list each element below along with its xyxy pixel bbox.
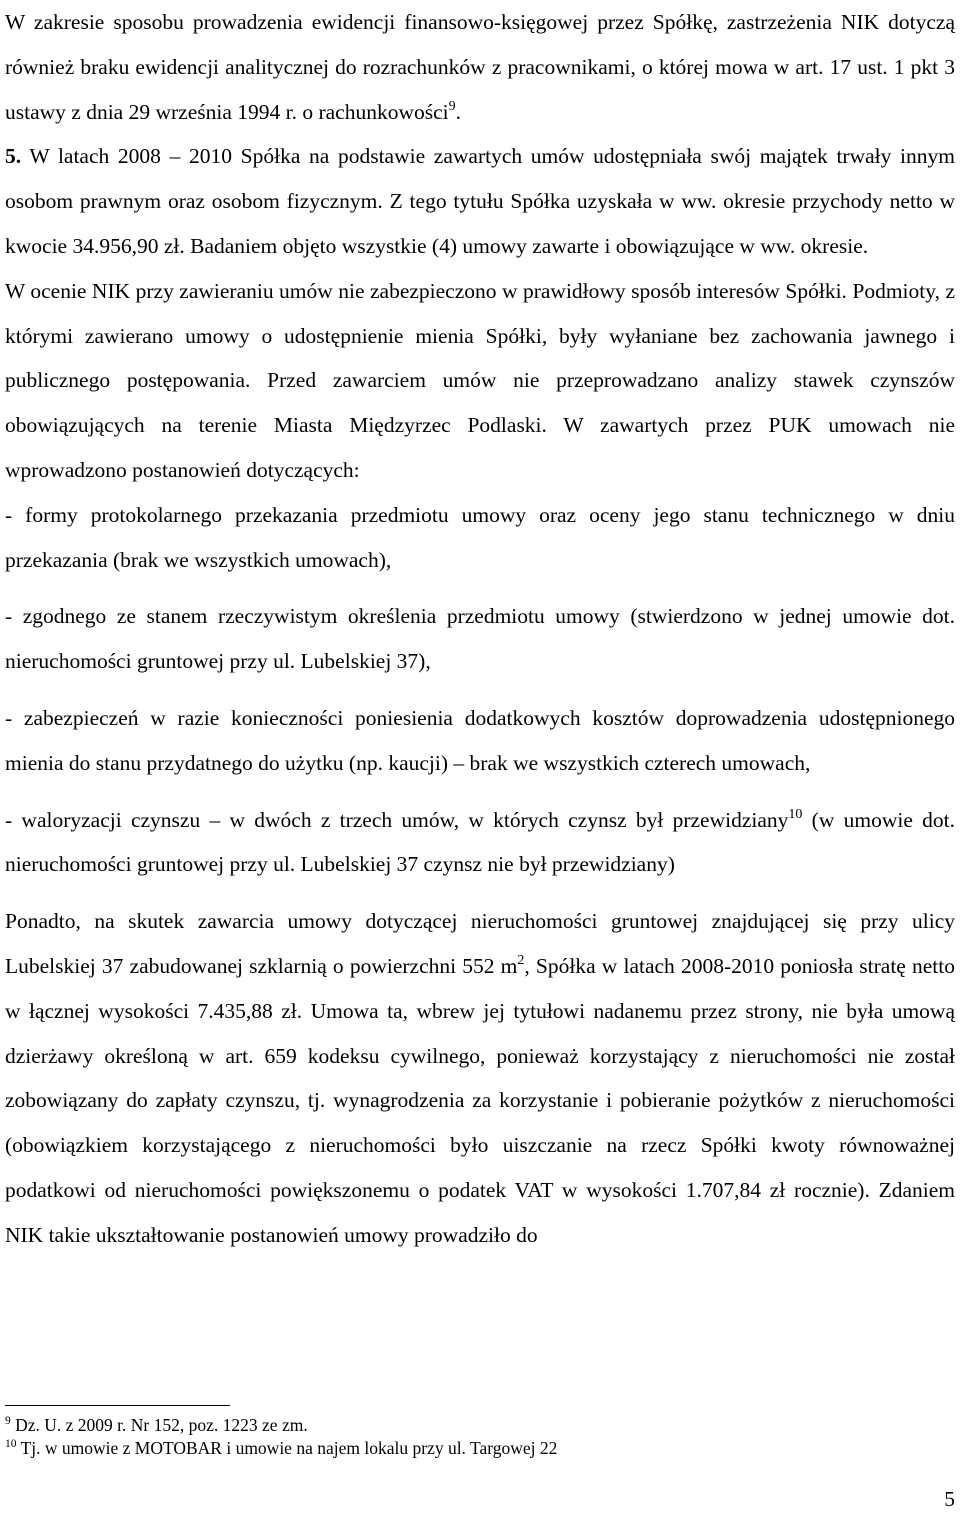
footnote-item: [5, 1437, 955, 1460]
paragraph-text-continued: , Spółka w latach 2008-2010 poniosła stratę netto w łącznej wysokości 7.435,88 zł. Umowa ta, wbrew jej tytułowi nadanemu przez strony, nie była umową dzierżawy określoną w art. 659 kodeksu cywilnego, ponieważ korzystający z nieruchomości nie został zobowiązany do zapłaty czynszu, tj. wynagrodzenia za korzystanie i pobieranie pożytków z nieruchomości (obowiązkiem korzystającego z nieruchomości było uiszczanie na rzecz Spółki kwoty równoważnej podatkowi od nieruchomości powiększonemu o podatek VAT w wysokości 1.707,84 zł rocznie). Zdaniem NIK takie ukształtowanie postanowień umowy prowadziło do: [5, 953, 955, 1247]
paragraph-section-5: [5, 134, 955, 268]
page-number: 5: [944, 1487, 955, 1511]
list-item-protocol-transfer: [5, 493, 955, 583]
paragraph-accounting-records: [5, 0, 955, 134]
list-item-text: - formy protokolarnego przekazania przedmiotu umowy oraz oceny jego stanu technicznego w dniu przekazania (brak we wszystkich umowach),: [5, 502, 955, 572]
list-item-security-costs: [5, 696, 955, 786]
list-item-subject-definition: [5, 594, 955, 684]
list-item-rent-indexation: [5, 798, 955, 888]
list-item-text: - zabezpieczeń w razie konieczności poniesienia dodatkowych kosztów doprowadzenia udostępnionego mienia do stanu przydatnego do użytku (np. kaucji) – brak we wszystkich czterech umowach,: [5, 705, 955, 775]
footnote-separator: [5, 1405, 230, 1406]
list-item-text-end: (w umowie dot. nieruchomości gruntowej przy ul. Lubelskiej 37 czynsz nie był przewidziany): [5, 807, 955, 877]
footnote-number: 9: [5, 1415, 11, 1427]
paragraph-text: W zakresie sposobu prowadzenia ewidencji finansowo-księgowej przez Spółkę, zastrzeżenia NIK dotyczą również braku ewidencji analitycznej do rozrachunków z pracownikami, o której mowa w art. 17 ust. 1 pkt 3 ustawy z dnia 29 września 1994 r. o rachunkowości: [5, 10, 955, 124]
footnotes: [5, 1414, 955, 1460]
list-item-text: - zgodnego ze stanem rzeczywistym określenia przedmiotu umowy (stwierdzono w jednej umowie dot. nieruchomości gruntowej przy ul. Lubelskiej 37),: [5, 604, 955, 674]
paragraph-greenhouse-loss: [5, 899, 955, 1257]
paragraph-text-end: .: [455, 99, 462, 124]
document-body: [5, 0, 955, 1258]
footnote-number: 10: [5, 1438, 17, 1450]
footnote-reference: 9: [448, 98, 456, 114]
footnote-text: Tj. w umowie z MOTOBAR i umowie na najem lokalu przy ul. Targowej 22: [16, 1438, 558, 1458]
footnote-text: Dz. U. z 2009 r. Nr 152, poz. 1223 ze zm.: [10, 1415, 308, 1435]
paragraph-text: W ocenie NIK przy zawieraniu umów nie zabezpieczono w prawidłowy sposób interesów Spółki. Podmioty, z którymi zawierano umowy o udostępnienie mienia Spółki, były wyłaniane bez zachowania jawnego i publicznego postępowania. Przed zawarciem umów nie przeprowadzano analizy stawek czynszów obowiązujących na terenie Miasta Międzyrzec Podlaski. W zawartych przez PUK umowach nie wprowadzono postanowień dotyczących:: [5, 278, 955, 482]
superscript-unit: 2: [517, 952, 525, 968]
section-number: 5.: [5, 144, 22, 169]
paragraph-text: W latach 2008 – 2010 Spółka na podstawie zawartych umów udostępniała swój majątek trwały innym osobom prawnym oraz osobom fizycznym. Z tego tytułu Spółka uzyskała w ww. okresie przychody netto w kwocie 34.956,90 zł. Badaniem objęto wszystkie (4) umowy zawarte i obowiązujące w ww. okresie.: [5, 144, 955, 258]
footnote-item: [5, 1414, 955, 1437]
list-item-text: - waloryzacji czynszu – w dwóch z trzech umów, w których czynsz był przewidziany: [5, 807, 789, 832]
footnote-reference: 10: [788, 806, 803, 822]
paragraph-text: Ponadto, na skutek zawarcia umowy dotyczącej nieruchomości gruntowej znajdującej się przy ulicy Lubelskiej 37 zabudowanej szklarnią o powierzchni 552 m: [5, 909, 955, 978]
paragraph-nik-assessment: [5, 269, 955, 493]
